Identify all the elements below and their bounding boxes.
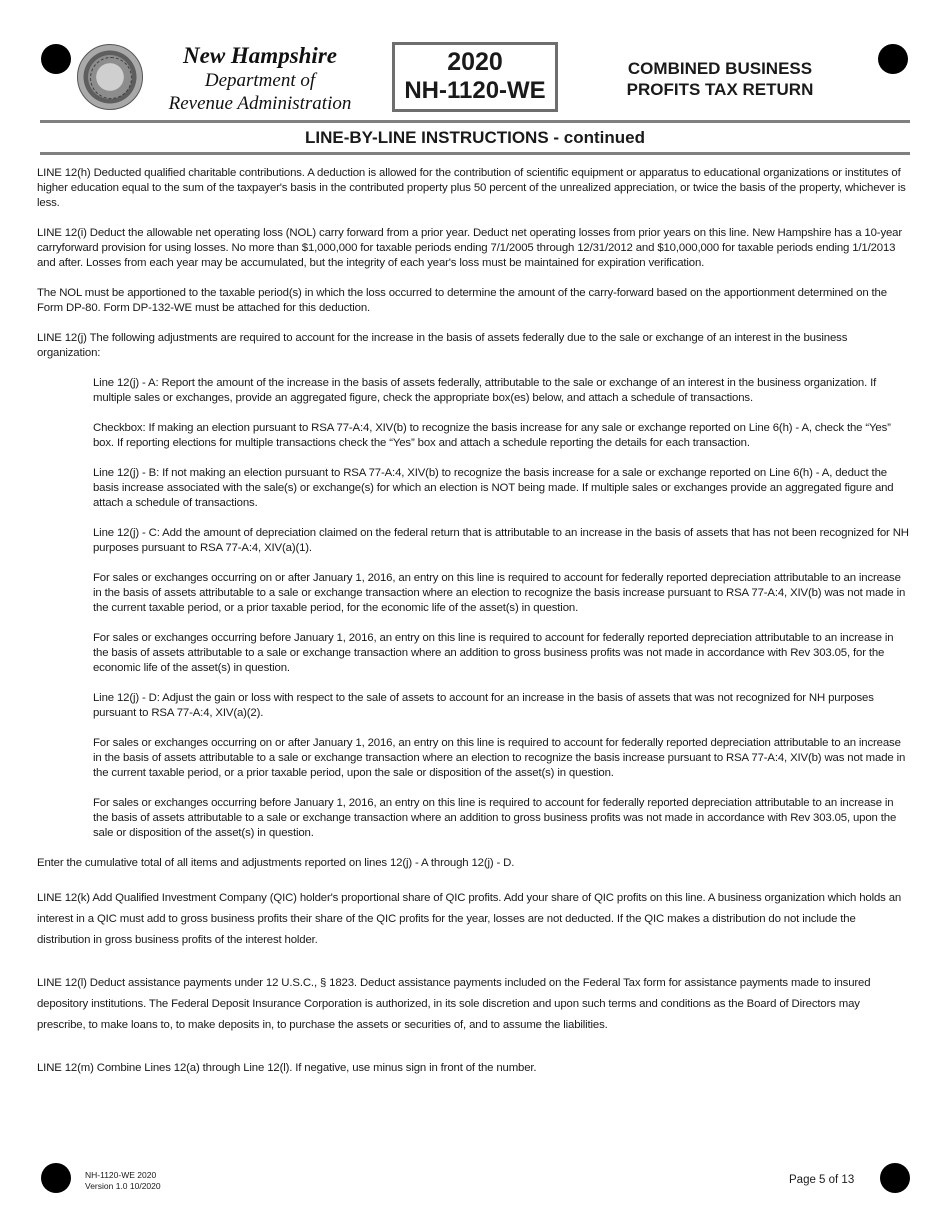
paragraph-cumulative-total: Enter the cumulative total of all items and adjustments reported on lines 12(j) - A through 12(j) - D. xyxy=(37,857,515,869)
sub-paragraph-12j-c-before-2016: For sales or exchanges occurring before January 1, 2016, an entry on this line is required to account for federally reported depreciation attributable to an increase in the basis of assets attributable to a sale or exchange transaction where an addition to gross business profits was not made in accordance with Rev 303.05, for the economic life of the asset(s) in question. xyxy=(93,632,894,674)
page-number: Page 5 of 13 xyxy=(789,1174,855,1186)
agency-name: New Hampshire xyxy=(183,43,337,68)
paragraph-nol-apportion: The NOL must be apportioned to the taxable period(s) in which the loss occurred to determine the amount of the carry-forward based on the apportionment determined on the Form DP-80. Form DP-132-WE must be attached for this deduction. xyxy=(37,287,887,314)
registration-mark-bottom-right xyxy=(880,1163,910,1193)
form-id-box xyxy=(392,42,558,112)
sub-paragraph-12j-d: Line 12(j) - D: Adjust the gain or loss with respect to the sale of assets to account for an increase in the basis of assets that was not recognized for NH purposes pursuant to RSA 77-A:4, XIV(a)(2). xyxy=(93,692,874,719)
return-title-line-1: COMBINED BUSINESS xyxy=(627,59,813,78)
paragraph-line-12k: LINE 12(k) Add Qualified Investment Company (QIC) holder's proportional share of QIC profits. Add your share of QIC profits on this line. A business organization which holds an interest in a QIC must add to gross business profits their share of the QIC profits for the year, losses are not deducted. If the QIC makes a distribution do not include the distribution in gross business profits of the interest holder. xyxy=(37,892,902,946)
footer-form-info xyxy=(85,1170,161,1192)
instructions-body xyxy=(37,166,911,1101)
footer-version: Version 1.0 10/2020 xyxy=(85,1181,161,1191)
registration-mark-top-right xyxy=(878,44,908,74)
header-rule-top xyxy=(40,120,910,123)
sub-paragraph-12j-a: Line 12(j) - A: Report the amount of the increase in the basis of assets federally, attributable to the sale or exchange of an interest in the business organization. If multiple sales or exchanges, provide an aggregated figure, check the appropriate box(es) below, and attach a schedule of transactions. xyxy=(93,377,877,404)
agency-line-2: Department of xyxy=(204,70,316,91)
footer-form-ref: NH-1120-WE 2020 xyxy=(85,1170,157,1180)
return-title xyxy=(580,58,860,100)
sub-paragraph-12j-c-after-2016: For sales or exchanges occurring on or after January 1, 2016, an entry on this line is required to account for federally reported depreciation attributable to an increase in the basis of assets attributable to a sale or exchange transaction where an election to recognize the basis increase pursuant to RSA 77-A:4, XIV(b) was not made in the current taxable period, or a prior taxable period, for the economic life of the asset(s) in question. xyxy=(93,572,906,614)
sub-paragraph-12j-c: Line 12(j) - C: Add the amount of depreciation claimed on the federal return that is attributable to an increase in the basis of assets that has not been recognized for NH purposes pursuant to RSA 77-A:4, XIV(a)(1). xyxy=(93,527,909,554)
paragraph-line-12m: LINE 12(m) Combine Lines 12(a) through Line 12(l). If negative, use minus sign in front of the number. xyxy=(37,1062,537,1074)
form-year: 2020 xyxy=(447,48,503,76)
sub-paragraph-12j-d-after-2016: For sales or exchanges occurring on or after January 1, 2016, an entry on this line is required to account for federally reported depreciation attributable to an increase in the basis of assets attributable to a sale or exchange transaction where an election to recognize the basis increase pursuant to RSA 77-A:4, XIV(b) was not made in the current taxable period, or a prior taxable period, upon the sale or disposition of the asset(s) in question. xyxy=(93,737,906,779)
agency-line-3: Revenue Administration xyxy=(168,93,352,114)
sub-paragraph-12j-d-before-2016: For sales or exchanges occurring before January 1, 2016, an entry on this line is required to account for federally reported depreciation attributable to an increase in the basis of assets attributable to a sale or exchange transaction where an addition to gross business profits was not made in accordance with Rev 303.05, upon the sale or disposition of the asset(s) in question. xyxy=(93,797,897,839)
paragraph-line-12j: LINE 12(j) The following adjustments are required to account for the increase in the basis of assets federally due to the sale or exchange of an interest in the business organization: xyxy=(37,332,848,359)
sub-paragraph-checkbox: Checkbox: If making an election pursuant to RSA 77-A:4, XIV(b) to recognize the basis increase for any sale or exchange reported on Line 6(h) - A, check the “Yes” box. If reporting elections for multiple transactions check the “Yes” box and attach a schedule reporting the details for each transaction. xyxy=(93,422,891,449)
paragraph-line-12l: LINE 12(l) Deduct assistance payments under 12 U.S.C., § 1823. Deduct assistance payments included on the Federal Tax form for assistance payments made to insured depository institutions. The Federal Deposit Insurance Corporation is authorized, in its sole discretion and upon such terms and conditions as the Board of Directors may prescribe, to make loans to, to make deposits in, to purchase the assets or securities of, and to assume the liabilities. xyxy=(37,977,871,1031)
registration-mark-top-left xyxy=(41,44,71,74)
form-id: NH-1120-WE xyxy=(404,77,546,104)
header-rule-bottom xyxy=(40,152,910,155)
registration-mark-bottom-left xyxy=(41,1163,71,1193)
paragraph-line-12h: LINE 12(h) Deducted qualified charitable contributions. A deduction is allowed for the contribution of scientific equipment or apparatus to educational organizations or institutes of higher education equal to the sum of the taxpayer's basis in the contributed property plus 50 percent of the unrealized appreciation, or twice the basis of the property, whichever is less. xyxy=(37,167,906,209)
state-seal-icon xyxy=(77,44,143,110)
section-title: LINE-BY-LINE INSTRUCTIONS - continued xyxy=(305,128,645,147)
paragraph-line-12i: LINE 12(i) Deduct the allowable net operating loss (NOL) carry forward from a prior year. Deduct net operating losses from prior years on this line. New Hampshire has a 10-year carryforward provision for using losses. No more than $1,000,000 for taxable periods ending 7/1/2005 through 12/31/2012 and $10,000,000 for taxable periods ending 1/1/2013 and after. Losses from each year may be accumulated, but the integrity of each year's loss must be maintained for expiration verification. xyxy=(37,227,902,269)
return-title-line-2: PROFITS TAX RETURN xyxy=(626,80,814,99)
sub-paragraph-12j-b: Line 12(j) - B: If not making an election pursuant to RSA 77-A:4, XIV(b) to recognize the basis increase for a sale or exchange reported on Line 6(h) - A, deduct the basis increase associated with the sale(s) or exchange(s) for which an election is NOT being made. If multiple sales or exchanges provide an aggregated figure and attach a schedule of transactions. xyxy=(93,467,894,509)
agency-block xyxy=(140,42,380,115)
